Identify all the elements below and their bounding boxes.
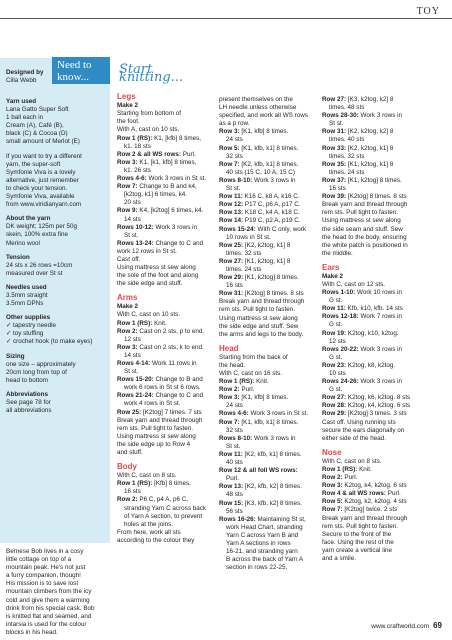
instruction-line: 12 sts [124, 335, 141, 343]
instruction-row: Row 5: [K1, kfb, k1] 8 times. [219, 144, 299, 152]
instruction-line: Using mattress st sew along [219, 314, 298, 322]
instruction-row: Rows 8-10: Work 3 rows in [219, 176, 296, 184]
instruction-row: Row 13: K18 C, k4 A, k18 C. [219, 209, 300, 217]
instruction-line: work 12 rows in St st. [117, 247, 177, 255]
needles-heading: Needles used [6, 283, 47, 291]
instruction-line: holes at the joins. [124, 520, 174, 528]
instruction-row: Row 9: K4, [k2tog] 6 times, k4. [117, 207, 204, 215]
text-line: yarn, the super-soft [6, 160, 61, 168]
text-line: blocks in his head. [6, 628, 58, 636]
instruction-row: Row 2: P6 C, p4 A, p6 C, [117, 496, 189, 504]
instruction-line: Break yarn and thread through [322, 514, 408, 522]
text-line: little cottage on top of a [6, 556, 72, 564]
instruction-line: St st. [226, 442, 241, 450]
text-line: all abbreviations [6, 407, 52, 415]
instruction-row: Row 1 (RS): K1, [kfb] 8 times, [117, 134, 201, 142]
instruction-row: Rows 15-20: Change to B and [117, 376, 203, 384]
instruction-row: Row 11: K16 C, k8 A, k16 C. [219, 193, 300, 201]
instruction-row: Row 5: K2tog, k2, k2tog. 4 sts [322, 498, 407, 506]
instruction-row: Rows 4-6: Work 3 rows in St st. [117, 175, 207, 183]
instruction-line: G st. [329, 386, 343, 394]
page-footer [371, 621, 442, 630]
head-instructions [219, 354, 315, 573]
head-continued-instructions [322, 96, 418, 258]
instruction-row: Row 3: [K1, kfb] 8 times. [219, 128, 289, 136]
instruction-line: work 4 rows in St st. [124, 400, 181, 408]
instruction-row: Row 35: [K1, k2tog, k1] 8 [322, 160, 394, 168]
instruction-row: Row 39: [K2tog] 8 times. 8 sts [322, 193, 407, 201]
instruction-line: Break yarn and thread through [322, 201, 408, 209]
head-heading: Head [219, 343, 239, 353]
ears-heading: Ears [322, 262, 340, 272]
alternative-yarn-text [6, 153, 106, 210]
nose-heading: Nose [322, 447, 342, 457]
instruction-line: times. 32 sts [226, 249, 262, 257]
instruction-line: the sole of the foot and along [117, 272, 199, 280]
section-tag: TOY [411, 6, 440, 17]
instruction-row: Row 31: [K2tog] 8 times. 8 sts [219, 290, 304, 298]
instruction-line: B across the back of Yarn A [226, 556, 304, 564]
instruction-line: times. 24 sts [329, 168, 365, 176]
instruction-line: Break yarn and thread through [117, 416, 203, 424]
text-line: is knitted flat and seamed, and [6, 612, 92, 620]
arms-instructions [117, 303, 213, 457]
instruction-line: With C, cast on 8 sts. [322, 457, 382, 465]
instruction-line: [k2tog, k1] 6 times, k4. [124, 191, 187, 199]
instruction-row: Row 25: [K2tog] 7 times. 7 sts [117, 408, 202, 416]
instruction-line: 56 sts [226, 507, 243, 515]
supplies-list [6, 322, 106, 346]
instruction-line: rem sts. Pull tight to fasten. [219, 306, 295, 314]
instruction-row: Row 27: [K1, k2tog, k1] 8 [219, 257, 291, 265]
instruction-line: St st. [329, 120, 344, 128]
column-3 [219, 96, 315, 572]
instruction-row: Rows 8-10: Work 3 rows in [219, 434, 296, 442]
about-yarn-text [6, 223, 106, 247]
instruction-line: the side edge up to Row 4 [117, 440, 191, 448]
text-line: mountain climbers from the icy [6, 588, 92, 596]
instruction-line: G st. [329, 353, 343, 361]
need-to-know-line2: know... [57, 71, 89, 83]
instruction-line: Make 2 [117, 303, 139, 311]
text-line: Cream (A), Café (B), [6, 122, 64, 130]
instruction-row: Row 13: [K2, kfb, k2] 8 times. [219, 483, 302, 491]
instruction-line: With C, cast on 12 sts. [322, 280, 385, 288]
text-line: a furry companion, though! [6, 572, 81, 580]
instruction-row: Row 3: K2tog, k4, k2tog. 6 sts [322, 482, 407, 490]
needles-text [6, 292, 106, 308]
instruction-line: 14 sts [124, 215, 141, 223]
instruction-line: the side edge and stuff. [117, 280, 183, 288]
legs-heading: Legs [117, 92, 136, 102]
instruction-line: 10 sts [329, 370, 346, 377]
instruction-line: face. Using the rest of the [322, 538, 394, 546]
instruction-line: Cast off. Using running sts [322, 418, 396, 426]
text-line: from www.viridianyarn.com [6, 201, 82, 209]
instruction-row: Row 28: K2tog, k4, k2tog. 6 sts [322, 402, 411, 410]
supply-item: ✓ crochet hook (to make eyes) [6, 338, 106, 346]
body-heading: Body [117, 462, 137, 472]
instruction-row: Row 2 & all WS rows: Purl. [117, 150, 196, 158]
instruction-row: Row 29: [K1, k2tog] 8 times. [219, 274, 299, 282]
text-line: one size – approximately [6, 360, 76, 368]
instruction-line: 12 sts [329, 337, 346, 345]
instruction-line: of Yarn A section, to prevent [124, 512, 203, 520]
instruction-line: secure the ears diagonally on [322, 426, 405, 434]
supply-item: ✓ toy stuffing [6, 330, 106, 338]
instruction-row: Row 11: [K2, kfb, k1] 8 times. [219, 450, 302, 458]
text-line: Symfonie Viva, available [6, 193, 75, 201]
text-line: Lana Gatto Super Soft [6, 106, 69, 114]
instruction-line: Cast off. [117, 255, 141, 263]
instruction-row: Rows 10-12: Work 3 rows in [117, 223, 198, 231]
header-rule [0, 18, 452, 19]
text-line: head to bottom [6, 376, 49, 384]
instruction-row: Row 7: [K2, kfb, k1] 8 times. [219, 160, 299, 168]
text-line: Bernese Bob lives in a cosy [6, 548, 84, 555]
instruction-line: Using mattress st sew along [117, 432, 196, 440]
text-line: His mission is to save lost [6, 580, 79, 588]
designed-by-label: Designed by [6, 69, 44, 76]
instruction-line: 40 sts (15 C, 10 A, 15 C) [226, 168, 295, 176]
instruction-line: the white patch is positioned in [322, 241, 408, 249]
instruction-line: With C, cast on 8 sts. [117, 472, 177, 480]
instruction-line: G st. [329, 321, 343, 329]
yarn-block [6, 98, 106, 415]
text-line: 1 ball each in [6, 114, 44, 122]
instruction-line: 48 sts [226, 491, 243, 499]
instruction-line: k1. 18 sts [124, 142, 151, 150]
instruction-line: work Head Chart, stranding [226, 523, 303, 531]
instruction-line: Secure to the front of the [322, 530, 392, 538]
instruction-line: times. 40 sts [329, 136, 365, 144]
instruction-line: stranding Yarn C across back [124, 504, 207, 512]
instruction-line: according to the colour they [117, 536, 195, 544]
sizing-heading: Sizing [6, 352, 25, 360]
text-line: 24 sts x 26 rows =10cm [6, 261, 73, 269]
instruction-row: Row 23: K2tog, k8, k2tog. [322, 361, 396, 369]
instruction-line: section in rows 22-25. [226, 564, 288, 572]
instruction-row: Row 31: [K2, k2tog, k2] 8 [322, 128, 394, 136]
body-continued-instructions [219, 96, 315, 339]
instruction-line: With C, cast on 16 sts. [219, 370, 282, 377]
text-line: mountain peak. He's not just [6, 564, 86, 572]
column-2 [117, 62, 213, 545]
instruction-line: St st. [124, 231, 139, 239]
instruction-line: Using mattress st sew along [117, 264, 196, 272]
instruction-line: times. 32 sts [329, 152, 365, 160]
instruction-line: 10 rows in St st. [226, 233, 271, 241]
instruction-line: yarn create a vertical line [322, 546, 392, 554]
instruction-line: 40 sts [226, 459, 243, 467]
text-line: 3.5mm DPNs [6, 300, 44, 308]
text-line: 3.5mm straight [6, 291, 48, 299]
text-line: Merino wool [6, 239, 40, 247]
instruction-line: With C, cast on 10 sts. [117, 311, 180, 319]
instruction-row: Rows 4-6: Work 3 rows in St st. [219, 410, 309, 418]
instruction-row: Row 37: [K1, k2tog] 8 times. [322, 176, 402, 184]
about-yarn-heading: About the yarn [6, 215, 51, 223]
instruction-row: Row 12 & all foll WS rows: [219, 467, 298, 475]
instruction-line: either side of the head. [322, 434, 387, 442]
supply-item: ✓ tapestry needle [6, 322, 106, 330]
text-line: See page 78 for [6, 399, 51, 406]
text-line: If you want to try a different [6, 152, 82, 160]
instruction-row: Row 27: K2tog, k6, k2tog. 8 sts [322, 394, 411, 402]
instruction-row: Row 1 (RS): Knit. [219, 378, 269, 386]
sizing-text [6, 361, 106, 385]
text-line: black (C) & Cocoa (D) [6, 130, 68, 138]
instruction-row: Rows 21-24: Change to C and [117, 392, 204, 400]
instruction-row: Rows 28-30: Work 3 rows in [322, 112, 403, 120]
instruction-line: the arms and legs to the body. [219, 330, 304, 338]
instruction-line: present themselves on the [219, 96, 293, 103]
instruction-row: Rows 15-24: With C only, work [219, 225, 307, 233]
instruction-line: the side seam and stuff. Sew [322, 225, 403, 233]
body-instructions [117, 472, 213, 545]
instruction-line: 16 sts [329, 185, 346, 193]
legs-instructions [117, 102, 213, 288]
instruction-line: rem sts. Pull tight to fasten. [322, 209, 398, 217]
page-number: 69 [433, 621, 442, 630]
arms-heading: Arms [117, 293, 138, 303]
instruction-line: 24 sts [226, 136, 243, 144]
instruction-line: 14 sts [124, 351, 141, 359]
instruction-row: Row 27: [K3, k2tog, k2] 8 [322, 96, 394, 103]
instruction-row: Row 2: Purl. [322, 474, 358, 482]
instruction-line: G st. [329, 297, 343, 305]
instruction-line: k1. 26 sts [124, 166, 151, 174]
instruction-line: and stuff. [117, 449, 143, 457]
instruction-line: as a p row. [219, 120, 250, 128]
instruction-line: Starting from bottom of [117, 110, 182, 118]
instruction-row: Row 7: [K2tog] twice. 2 sts [322, 506, 398, 514]
instruction-line: 32 sts [226, 426, 243, 434]
instruction-line: 24 sts [226, 402, 243, 410]
designer-name: Cilla Webb [6, 77, 37, 85]
instruction-line: times. 48 sts [329, 104, 365, 112]
instruction-row: Row 29: [K2tog] 3 times. 3 sts [322, 410, 407, 418]
instruction-line: With A, cast on 10 sts. [117, 126, 180, 134]
instruction-line: Using mattress st sew along [322, 217, 401, 225]
tension-heading: Tension [6, 253, 30, 261]
instruction-line: 16 sts [226, 282, 243, 290]
instruction-row: Row 12: P17 C, p6 A, p17 C. [219, 201, 301, 209]
text-line: to check your tension. [6, 184, 68, 192]
instruction-line: rem sts. Pull tight to fasten. [322, 522, 398, 530]
instruction-line: 16-21, and stranding yarn [226, 548, 298, 556]
instruction-line: the side edge and stuff. Sew [219, 322, 299, 330]
tension-text [6, 262, 106, 278]
instruction-line: Starting from the back of [219, 353, 288, 361]
instruction-row: Rows 12-18: Work 7 rows in [322, 313, 403, 321]
text-line: Symfonie Viva is a lovely [6, 168, 76, 176]
instruction-row: Row 4 & all WS rows: Purl. [322, 490, 401, 498]
instruction-line: the head to the body, ensuring [322, 233, 407, 241]
start-knitting-title: Start knitting... [119, 62, 184, 86]
instruction-line: the middle. [322, 249, 353, 257]
intro-paragraph [6, 548, 108, 637]
text-line: small amount of Merlot (E) [6, 138, 80, 146]
instruction-row: Row 1 (RS): Knit. [117, 319, 167, 327]
instruction-line: Yarn C across Yarn B and [226, 531, 299, 539]
text-line: alternative, just remember [6, 176, 79, 184]
instruction-row: Row 7: [K1, kfb, k1] 8 times. [219, 418, 299, 426]
yarn-lines [6, 106, 106, 146]
instruction-line: the head. [219, 361, 246, 369]
nose-instructions [322, 458, 418, 563]
text-line: measured over St st [6, 269, 63, 277]
instruction-row: Row 11: Kfb, k10, kfb. 14 sts [322, 305, 403, 313]
footer-website: www.craftworld.com [371, 623, 430, 630]
instruction-row: Rows 1-10: Work 10 rows in [322, 289, 403, 297]
supplies-heading: Other supplies [6, 314, 51, 322]
text-line: DK weight; 125m per 50g [6, 223, 78, 231]
yarn-heading: Yarn used [6, 98, 37, 105]
instruction-row: Row 19: K2tog, k10, k2tog. [322, 329, 399, 337]
instruction-line: the foot. [117, 118, 140, 126]
instruction-row: Rows 13-24: Change to C and [117, 239, 204, 247]
instruction-line: and a smile. [322, 554, 356, 562]
instruction-line: From here, work all sts [117, 528, 181, 536]
text-line: intarsia is used for the colour [6, 620, 87, 628]
instruction-row: Rows 4-14: Work 11 rows in [117, 360, 197, 367]
instruction-row: Row 15: [K3, kfb, k2] 8 times. [219, 499, 302, 507]
instruction-line: 32 sts [226, 152, 243, 160]
instruction-line: Yarn A sections in rows [226, 539, 291, 547]
instruction-line: Make 2 [322, 272, 344, 280]
instruction-line: St st. [226, 185, 241, 193]
instruction-row: Row 3: K1, [k1, kfb] 8 times, [117, 158, 197, 166]
abbreviations-text [6, 399, 106, 415]
instruction-line: 16 sts [124, 488, 141, 496]
instruction-row: Row 1 (RS): [Kfb] 8 times. [117, 480, 191, 488]
instruction-row: Rows 16-26: Maintaining St st, [219, 515, 306, 523]
instruction-row: Row 3: Cast on 2 sts, k to end. [117, 343, 204, 351]
instruction-row: Row 2: Cast on 2 sts, p to end. [117, 327, 205, 335]
need-to-know-line1: Need to [57, 59, 92, 71]
instruction-row: Row 25: [K2, k2tog, k1] 8 [219, 241, 291, 249]
instruction-line: St st. [124, 368, 139, 376]
instruction-line: LH needle unless otherwise [219, 104, 297, 112]
instruction-line: Make 2 [117, 102, 139, 110]
abbreviations-heading: Abbreviations [6, 390, 48, 398]
instruction-line: work 6 rows in St st 6 rows. [124, 384, 201, 392]
text-line: cold and give them a warming [6, 596, 90, 604]
instruction-line: times. 24 sts [226, 265, 262, 273]
ears-instructions [322, 273, 418, 443]
instruction-line: specified, and work all WS rows [219, 112, 308, 120]
designer-block [6, 69, 106, 85]
instruction-line: Break yarn and thread through [219, 298, 305, 306]
instruction-row: Row 33: [K2, k2tog, k1] 8 [322, 144, 394, 152]
instruction-row: Row 14: P19 C, p2 A, p19 C. [219, 217, 301, 225]
instruction-row: Rows 20-22: Work 3 rows in [322, 345, 403, 353]
instruction-line: Purl. [226, 475, 239, 483]
instruction-row: Row 2: Purl. [219, 386, 255, 394]
text-line: skein, 100% extra fine [6, 231, 68, 239]
instruction-line: 20 sts [124, 199, 141, 207]
instruction-row: Row 3: [K1, kfb] 8 times. [219, 394, 289, 402]
text-line: drink from his special cask. Bob [6, 604, 95, 612]
text-line: 20cm long from top of [6, 368, 67, 376]
instruction-line: rem sts. Pull tight to fasten. [117, 424, 193, 432]
instruction-row: Rows 24-26: Work 3 rows in [322, 378, 403, 386]
instruction-row: Row 7: Change to B and k4, [117, 183, 197, 191]
instruction-row: Row 1 (RS): Knit. [322, 465, 372, 473]
column-4 [322, 96, 418, 563]
